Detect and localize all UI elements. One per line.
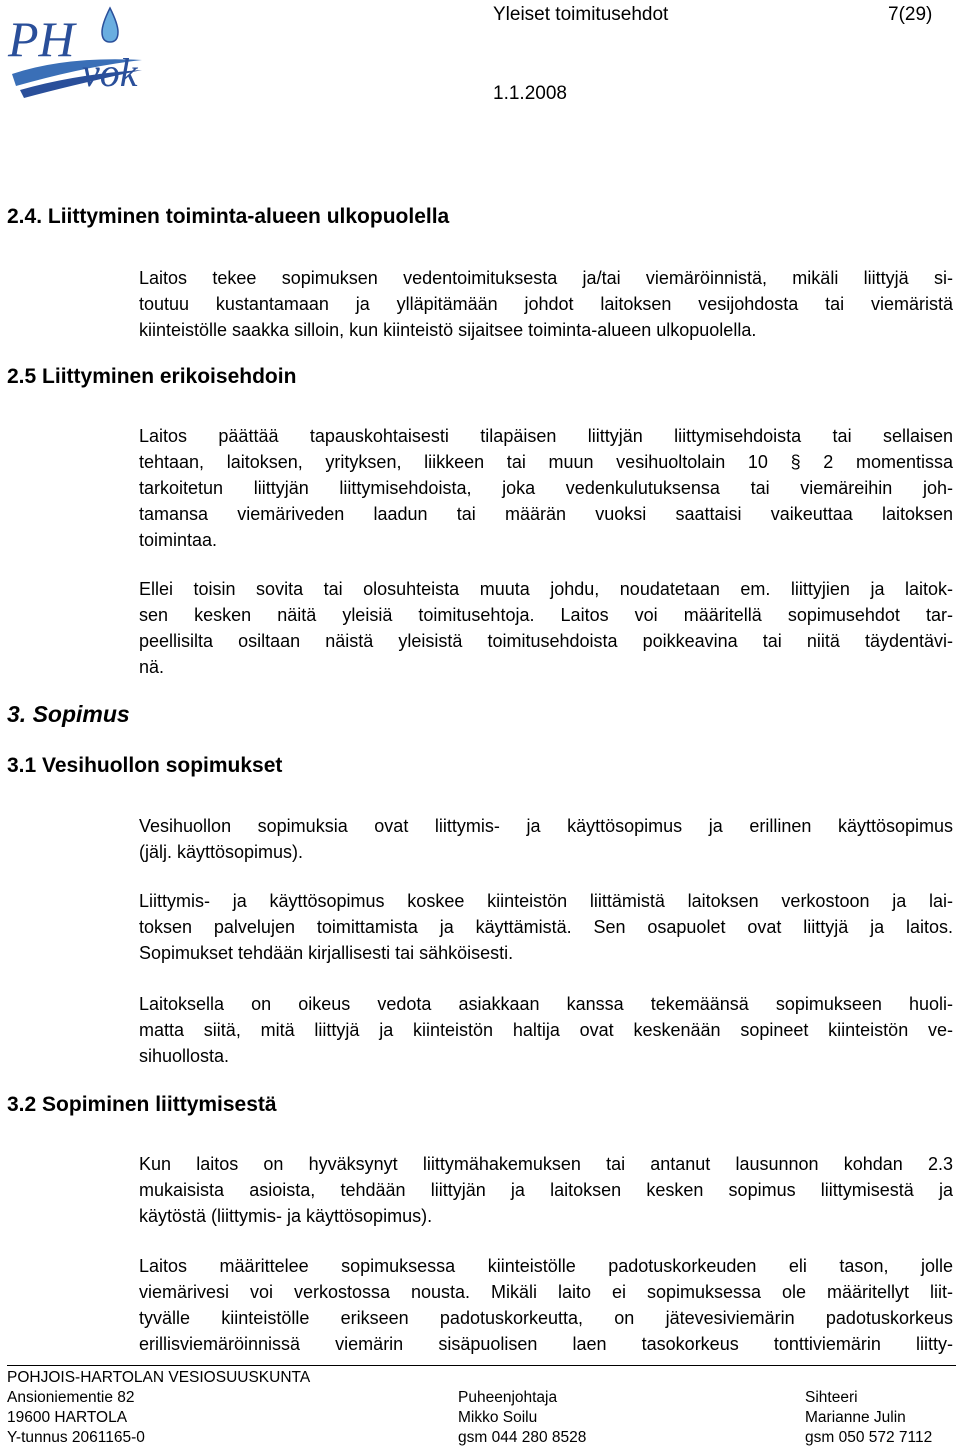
text-line: tarkoitetun liittyjän liittymisehdoista, joka vedenkulutuksensa tai viemäreihin joh- bbox=[139, 478, 953, 498]
phvok-logo bbox=[6, 4, 148, 100]
chapter-heading-3: 3. Sopimus bbox=[7, 701, 130, 727]
text-line: Laitoksella on oikeus vedota asiakkaan kanssa tekemäänsä sopimukseen huoli- bbox=[139, 994, 953, 1014]
footer-address-line: 19600 HARTOLA bbox=[7, 1409, 128, 1426]
text-line: Sopimukset tehdään kirjallisesti tai sähköisesti. bbox=[139, 943, 514, 963]
footer-organization: POHJOIS-HARTOLAN VESIOSUUSKUNTA bbox=[7, 1369, 311, 1386]
section-heading-2-5: 2.5 Liittyminen erikoisehdoin bbox=[7, 365, 297, 388]
text-line: Laitos tekee sopimuksen vedentoimituksesta ja/tai viemäröinnistä, mikäli liittyjä si- bbox=[139, 268, 953, 288]
text-line: tehtaan, laitoksen, yrityksen, liikkeen tai muun vesihuoltolain 10 § 2 momentissa bbox=[139, 452, 953, 472]
logo-text-ph: PH bbox=[8, 11, 75, 67]
page-number: 7(29) bbox=[888, 4, 933, 25]
document-date: 1.1.2008 bbox=[493, 83, 567, 104]
paragraph bbox=[139, 576, 953, 680]
text-line: Kun laitos on hyväksynyt liittymähakemuksen tai antanut lausunnon kohdan 2.3 bbox=[139, 1154, 953, 1174]
footer-chair-role: Puheenjohtaja bbox=[458, 1389, 558, 1406]
text-line: kiinteistölle saakka silloin, kun kiinteistö sijaitsee toiminta-alueen ulkopuolella. bbox=[139, 320, 757, 340]
document-title: Yleiset toimitusehdot bbox=[493, 4, 669, 25]
section-heading-2-4: 2.4. Liittyminen toiminta-alueen ulkopuolella bbox=[7, 205, 450, 228]
footer-secretary-name: Marianne Julin bbox=[805, 1409, 906, 1426]
footer-business-id: Y-tunnus 2061165-0 bbox=[7, 1429, 145, 1446]
paragraph bbox=[139, 813, 953, 865]
footer bbox=[7, 1368, 956, 1448]
text-line: nä. bbox=[139, 657, 165, 677]
section-heading-3-2: 3.2 Sopiminen liittymisestä bbox=[7, 1093, 277, 1116]
footer-secretary-role: Sihteeri bbox=[805, 1389, 858, 1406]
footer-address bbox=[7, 1388, 145, 1448]
text-line: peellisilta osiltaan näistä yleisistä toimitusehdoista poikkeavina tai niitä täydentävi- bbox=[139, 631, 953, 651]
footer-chair-name: Mikko Soilu bbox=[458, 1409, 538, 1426]
footer-chair bbox=[458, 1388, 586, 1448]
text-line: sihuollosta. bbox=[139, 1046, 230, 1066]
text-line: viemärivesi voi verkostossa nousta. Mikäli laito ei sopimuksessa ole määritellyt liit- bbox=[139, 1282, 953, 1302]
text-line: Laitos päättää tapauskohtaisesti tilapäisen liittyjän liittymisehdoista tai sellaisen bbox=[139, 426, 953, 446]
text-line: Vesihuollon sopimuksia ovat liittymis- ja käyttösopimus ja erillinen käyttösopimus bbox=[139, 816, 953, 836]
paragraph bbox=[139, 1151, 953, 1229]
text-line: Laitos määrittelee sopimuksessa kiinteistölle padotuskorkeuden eli tason, jolle bbox=[139, 1256, 953, 1276]
text-line: käytöstä (liittymis- ja käyttösopimus). bbox=[139, 1206, 433, 1226]
text-line: Ellei toisin sovita tai olosuhteista muuta johdu, noudatetaan em. liittyjien ja laitok- bbox=[139, 579, 953, 599]
logo-text-vok: vok bbox=[82, 50, 138, 95]
paragraph bbox=[139, 265, 953, 343]
text-line: sen kesken näitä yleisiä toimitusehtoja. Laitos voi määritellä sopimusehdot tar- bbox=[139, 605, 953, 625]
text-line: toksen palvelujen toimittamista ja käyttämistä. Sen osapuolet ovat liittyjä ja laitos. bbox=[139, 917, 953, 937]
text-line: (jälj. käyttösopimus). bbox=[139, 842, 304, 862]
text-line: tamansa viemäriveden laadun tai määrän vuoksi saattaisi vaikeuttaa laitoksen bbox=[139, 504, 953, 524]
paragraph bbox=[139, 423, 953, 553]
text-line: mukaisista asioista, tehdään liittyjän ja laitoksen kesken sopimus liittymisestä ja bbox=[139, 1180, 953, 1200]
footer-secretary-phone: gsm 050 572 7112 bbox=[805, 1429, 933, 1446]
footer-divider bbox=[7, 1365, 956, 1366]
footer-address-line: Ansioniementie 82 bbox=[7, 1389, 135, 1406]
footer-secretary bbox=[805, 1388, 932, 1448]
text-line: matta siitä, mitä liittyjä ja kiinteistön haltija ovat keskenään sopineet kiinteistön ve- bbox=[139, 1020, 953, 1040]
footer-chair-phone: gsm 044 280 8528 bbox=[458, 1429, 587, 1446]
section-heading-3-1: 3.1 Vesihuollon sopimukset bbox=[7, 754, 283, 777]
text-line: tyvälle kiinteistölle erikseen padotuskorkeutta, on jätevesiviemärin padotuskorkeus bbox=[139, 1308, 953, 1328]
paragraph bbox=[139, 888, 953, 966]
paragraph bbox=[139, 991, 953, 1069]
text-line: erillisviemäröinnissä viemärin sisäpuolisen laen tasokorkeus tonttiviemärin liitty- bbox=[139, 1334, 953, 1354]
text-line: toimintaa. bbox=[139, 530, 218, 550]
text-line: Liittymis- ja käyttösopimus koskee kiinteistön liittämistä laitoksen verkostoon ja lai- bbox=[139, 891, 953, 911]
text-line: toutuu kustantamaan ja ylläpitämään johdot laitoksen vesijohdosta tai viemäristä bbox=[139, 294, 953, 314]
paragraph bbox=[139, 1253, 953, 1357]
